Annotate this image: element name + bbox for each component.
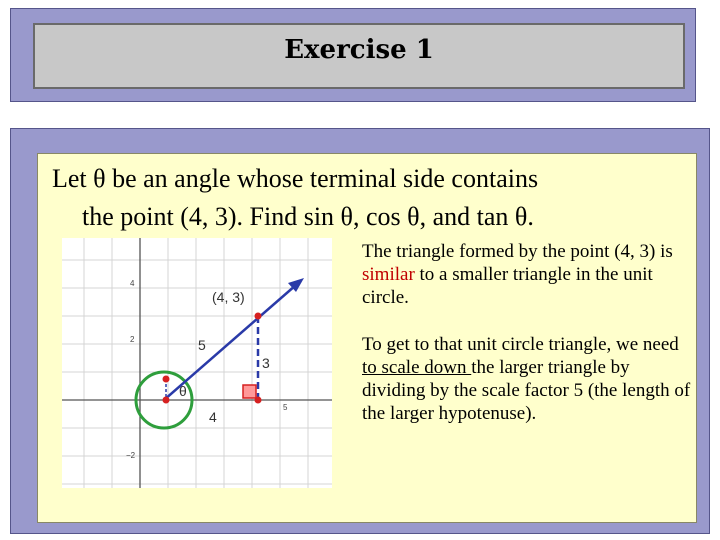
y-tick-2: 2 xyxy=(130,335,135,344)
y-tick-4: 4 xyxy=(130,279,135,288)
prompt-line-2: the point (4, 3). Find sin θ, cos θ, and tan θ. xyxy=(82,202,534,231)
x-tick-5: 5 xyxy=(283,403,288,412)
point-4-0 xyxy=(255,397,262,404)
prompt-line-1: Let θ be an angle whose terminal side contains xyxy=(52,164,539,193)
title-panel xyxy=(10,8,696,102)
title-box xyxy=(33,23,685,89)
graph-svg xyxy=(62,238,332,488)
p1-text-b: to a smaller triangle in the unit circle. xyxy=(362,264,653,308)
hypotenuse-label: 5 xyxy=(198,337,206,353)
opposite-label: 3 xyxy=(262,355,270,371)
exercise-prompt xyxy=(52,160,692,236)
content-panel xyxy=(10,128,710,534)
grid-lines xyxy=(62,238,332,488)
adjacent-label: 4 xyxy=(209,409,217,425)
unit-foot-point xyxy=(163,397,170,404)
p2-text-a: To get to that unit circle triangle, we need xyxy=(362,334,679,355)
theta-label: θ xyxy=(179,383,187,399)
point-label: (4, 3) xyxy=(212,289,245,305)
explanation-paragraph-1 xyxy=(362,240,692,309)
unit-point xyxy=(163,376,170,383)
explanation-text xyxy=(362,240,692,449)
point-4-3 xyxy=(255,313,262,320)
coordinate-graph xyxy=(62,238,332,488)
similar-highlight: similar xyxy=(362,264,415,285)
scale-down-underline: to scale down xyxy=(362,357,472,378)
slide-title: Exercise 1 xyxy=(284,35,434,65)
y-tick-neg2: −2 xyxy=(126,451,136,460)
p2-text-b: the larger triangle by dividing by the scale factor 5 (the length of the larger hypotenuse). xyxy=(362,357,691,424)
content-box xyxy=(37,153,697,523)
right-angle-marker xyxy=(243,385,256,398)
p1-text-a: The triangle formed by the point (4, 3) is xyxy=(362,241,673,262)
explanation-paragraph-2 xyxy=(362,333,692,425)
